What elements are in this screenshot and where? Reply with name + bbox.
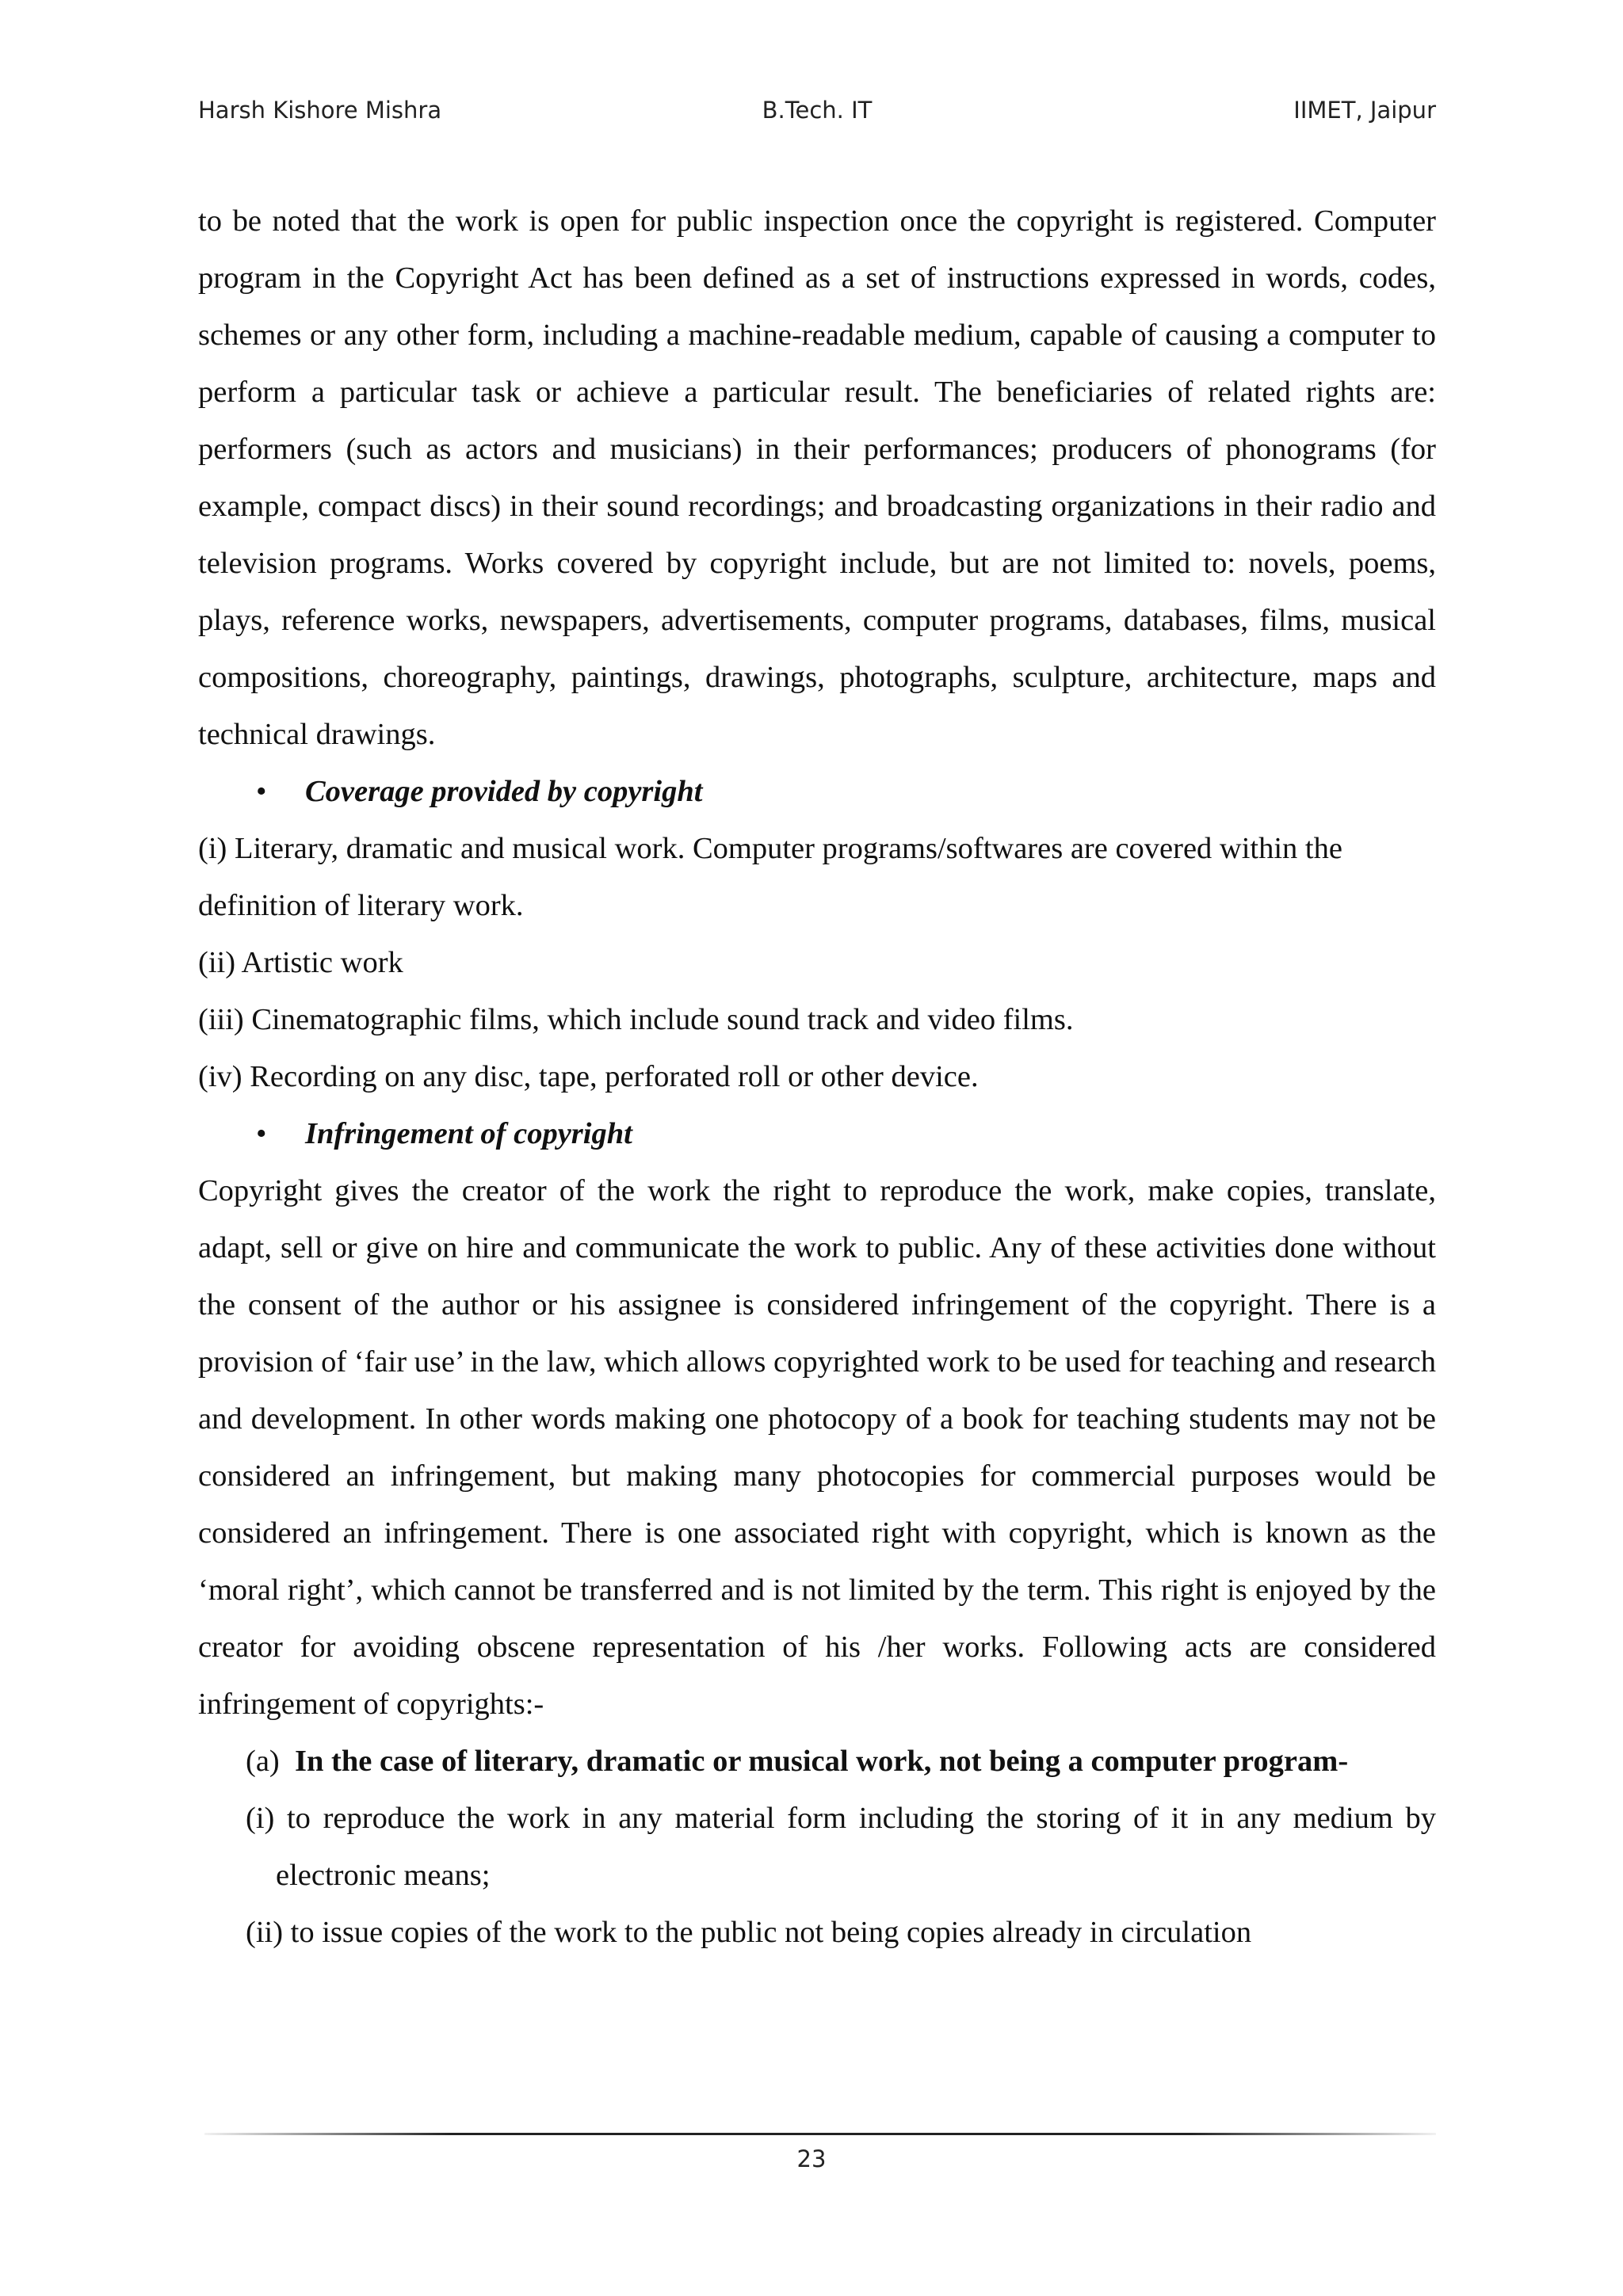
header-author: Harsh Kishore Mishra	[198, 97, 442, 124]
bullet-icon: •	[256, 775, 267, 808]
coverage-item-2: (ii) Artistic work	[198, 946, 403, 979]
case-a-heading	[198, 1733, 1436, 1790]
case-a-item-1: (i) to reproduce the work in any material form including the storing of it in any medium by electronic means;	[246, 1802, 1436, 1892]
case-a-item-2: (ii) to issue copies of the work to the public not being copies already in circulation	[246, 1916, 1252, 1949]
page-header	[198, 97, 1436, 136]
infringement-heading	[198, 1105, 1436, 1162]
header-course: B.Tech. IT	[762, 97, 873, 124]
coverage-item-4: (iv) Recording on any disc, tape, perforated roll or other device.	[198, 1060, 979, 1093]
coverage-heading-text: Coverage provided by copyright	[305, 775, 703, 808]
coverage-item-3: (iii) Cinematographic films, which include sound track and video films.	[198, 1003, 1074, 1036]
page-body	[198, 193, 1436, 1961]
case-a-label: (a)	[246, 1745, 280, 1778]
infringement-paragraph: Copyright gives the creator of the work the right to reproduce the work, make copies, translate, adapt, sell or give on hire and communicate the work to public. Any of these activities done without the consent of the author or his assignee is considered infringement of the copyright. There is a provision of ‘fair use’ in the law, which allows copyrighted work to be used for teaching and research and development. In other words making one photocopy of a book for teaching students may not be considered an infringement, but making many photocopies for commercial purposes would be considered an infringement. There is one associated right with copyright, which is known as the ‘moral right’, which cannot be transferred and is not limited by the term. This right is enjoyed by the creator for avoiding obscene representation of his /her works. Following acts are considered infringement of copyrights:-	[198, 1174, 1436, 1721]
case-a-text: In the case of literary, dramatic or musical work, not being a computer program-	[294, 1745, 1349, 1778]
coverage-item-1: (i) Literary, dramatic and musical work. Computer programs/softwares are covered within the definition of literary work.	[198, 832, 1342, 922]
page-number: 23	[796, 2145, 827, 2172]
footer-divider	[204, 2133, 1436, 2135]
coverage-heading	[198, 763, 1436, 820]
infringement-heading-text: Infringement of copyright	[305, 1117, 632, 1150]
header-institute: IIMET, Jaipur	[1293, 97, 1436, 124]
bullet-icon: •	[256, 1117, 267, 1150]
intro-paragraph: to be noted that the work is open for public inspection once the copyright is registered. Computer program in the Copyright Act has been defined as a set of instructions expressed in words, codes, schemes or any other form, including a machine-readable medium, capable of causing a computer to perform a particular task or achieve a particular result. The beneficiaries of related rights are: performers (such as actors and musicians) in their performances; producers of phonograms (for example, compact discs) in their sound recordings; and broadcasting organizations in their radio and television programs. Works covered by copyright include, but are not limited to: novels, poems, plays, reference works, newspapers, advertisements, computer programs, databases, films, musical compositions, choreography, paintings, drawings, photographs, sculpture, architecture, maps and technical drawings.	[198, 204, 1436, 751]
